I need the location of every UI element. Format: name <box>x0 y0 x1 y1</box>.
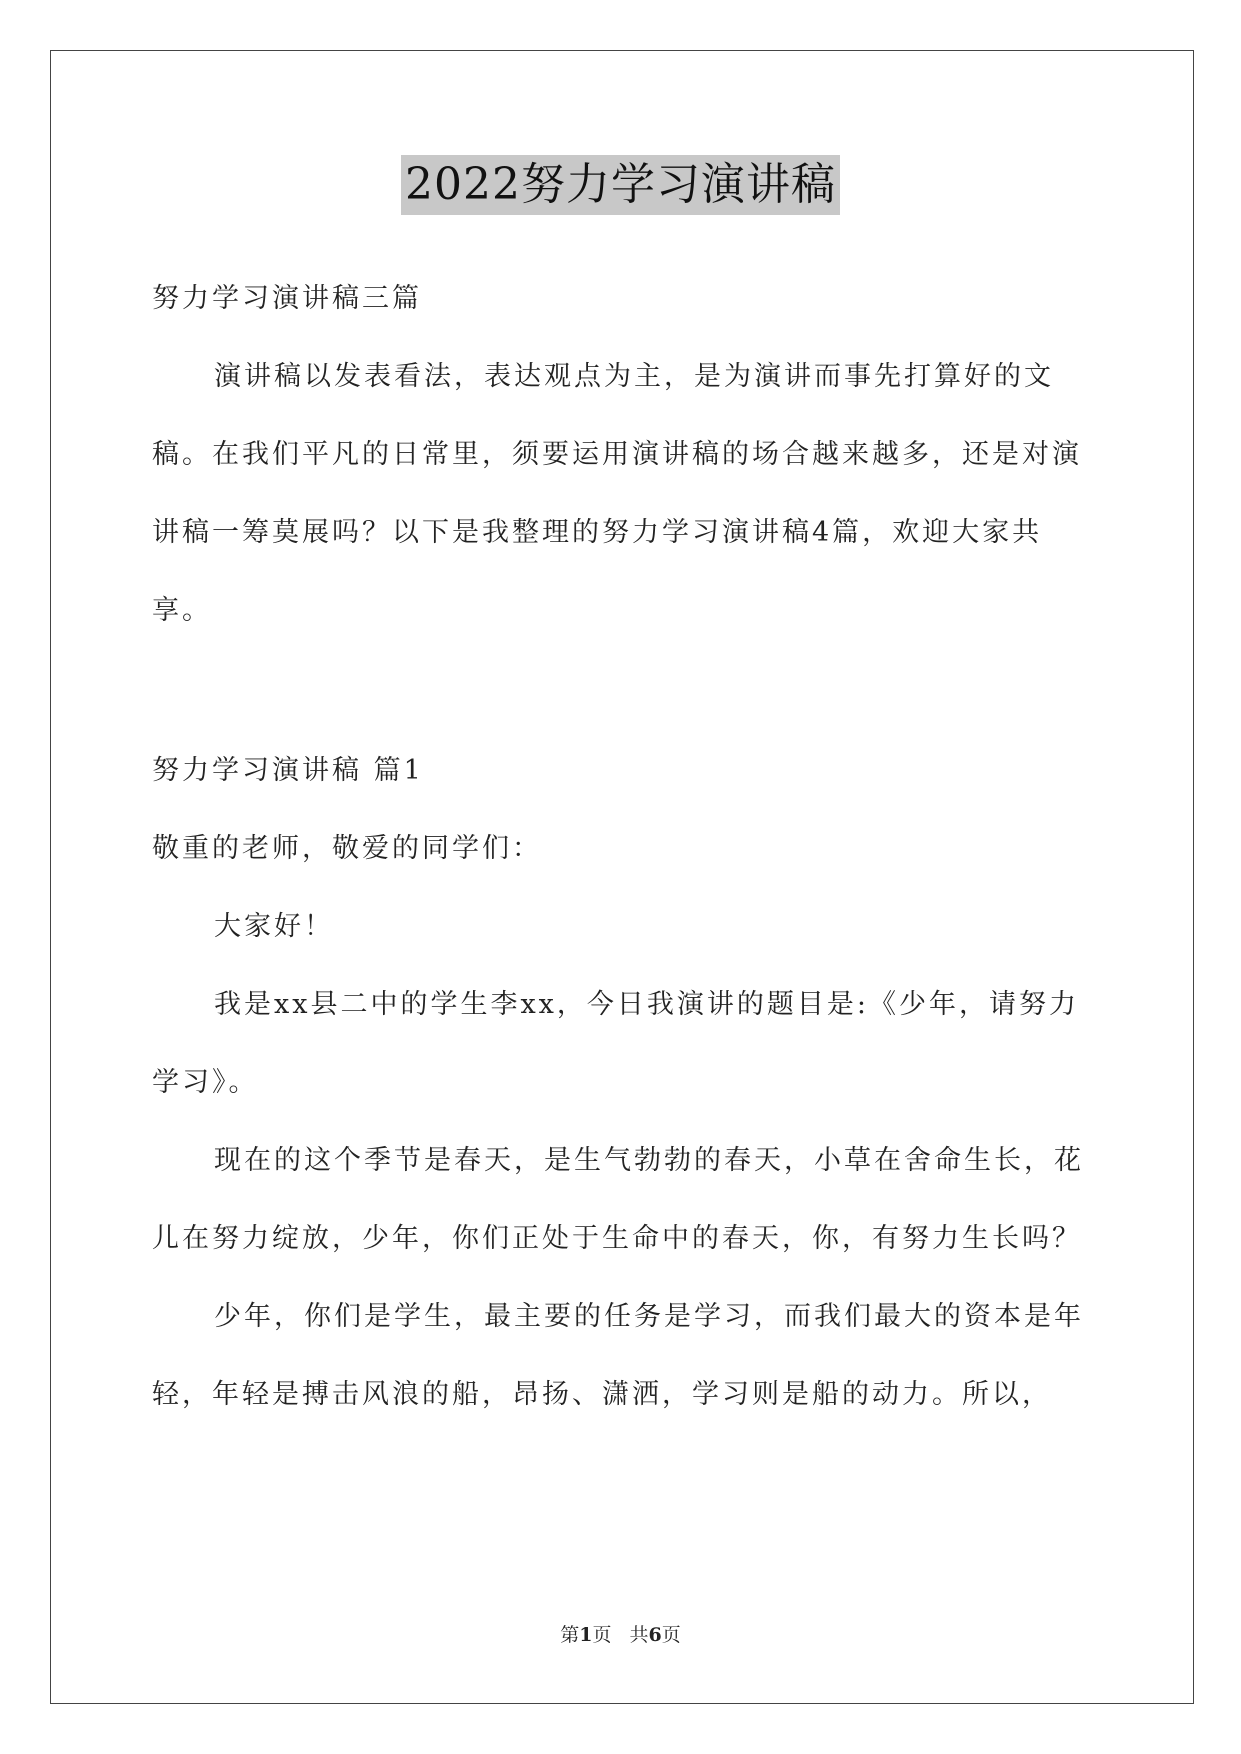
paragraph-greeting: 大家好！ <box>214 911 334 942</box>
total-prefix: 共 <box>629 1624 649 1646</box>
page-prefix: 第 <box>560 1624 580 1646</box>
paragraph-intro: 演讲稿以发表看法，表达观点为主，是为演讲而事先打算好的文稿。在我们平凡的日常里，须要运用演讲稿的场合越来越多，还是对演讲稿一筹莫展吗？以下是我整理的努力学习演讲稿4篇，欢迎大家共享。 <box>152 361 1082 626</box>
document-title: 2022努力学习演讲稿 <box>401 155 840 215</box>
page-footer <box>0 1620 1241 1647</box>
paragraph-youth: 少年，你们是学生，最主要的任务是学习，而我们最大的资本是年轻，年轻是搏击风浪的船，昂扬、潇洒，学习则是船的动力。所以， <box>152 1301 1084 1410</box>
page-suffix: 页 <box>592 1624 612 1646</box>
paragraph-self-intro: 我是xx县二中的学生李xx，今日我演讲的题目是:《少年，请努力学习》。 <box>152 989 1080 1098</box>
title-container <box>0 155 1241 215</box>
section-heading: 努力学习演讲稿 篇1 <box>152 755 424 786</box>
paragraph-subtitle: 努力学习演讲稿三篇 <box>152 283 422 314</box>
paragraph-greeting-salutation: 敬重的老师，敬爱的同学们： <box>152 833 542 864</box>
total-pages: 6 <box>648 1624 662 1646</box>
page-number: 1 <box>579 1624 593 1646</box>
document-body <box>152 260 1097 1434</box>
total-suffix: 页 <box>661 1624 681 1646</box>
paragraph-spring: 现在的这个季节是春天，是生气勃勃的春天，小草在舍命生长，花儿在努力绽放，少年，你们正处于生命中的春天，你，有努力生长吗？ <box>152 1145 1084 1254</box>
